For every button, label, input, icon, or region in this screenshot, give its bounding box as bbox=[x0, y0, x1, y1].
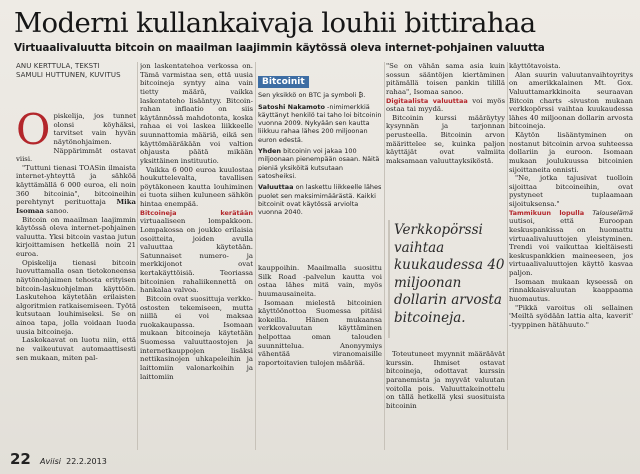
pull-quote: Verkkopörssi vaihtaa kuukaudessa 40 miljoonan dollarin arvosta bitcoineja. bbox=[394, 222, 505, 326]
paragraph: Bitcoin on maailman laajimmin käytössä oleva internet-pohjainen valuutta. Yksi bitcoin vastaa jutun kirjoittamisen hetkellä noin 21 euroa. bbox=[16, 215, 136, 258]
paragraph: Opiskelija, jos tunnet olonsi köyhäksi, tarvitset vain hyvän näytönohjaimen. Näppärimmät ostavat viisi. bbox=[16, 112, 136, 164]
section-lead: Tammikuun lopulla bbox=[509, 208, 585, 217]
byline-illustration-author: SAMULI HUTTUNEN, KUVITUS bbox=[16, 71, 121, 79]
paragraph: Bitcoin ovat suosittuja verkko-ostosten tekemiseen, mutta niillä ei voi maksaa ruokakaupassa. Isomaan mukaan bitcoineja käytetään Suomessa valuuttaostojen ja internetkauppojen lisäksi nettikasinojen uhkapeleihin ja laittomiin valonarkoihin ja laittomiin bbox=[140, 294, 253, 381]
section-lead: Bitcoineja kerätään bbox=[140, 208, 253, 217]
paragraph: "Pikkä varoitus oli sellainen 'Meiltä syödään lattia alta, kaverit' -tyyppinen hätähuuto." bbox=[509, 303, 633, 329]
info-box bbox=[258, 76, 382, 258]
page-number: 22 bbox=[10, 450, 31, 468]
info-box-item: Satoshi Nakamoto -nimimerkkiä käyttänyt henkilö tai taho loi bitcoinin vuonna 2009. Nykyään sen kautta liikkuu rahaa lähes 200 miljoonan euron edestä. bbox=[258, 102, 382, 144]
byline-text-author: ANU KERTTULA, TEKSTI bbox=[16, 62, 100, 70]
paragraph: Digitaalista valuuttaa voi myös ostaa tai myydä. bbox=[386, 96, 505, 114]
article-column-4 bbox=[386, 62, 505, 220]
paragraph: Bitcoineja kerätään virtuaaliseen lompakkoon. Lompakossa on joukko erilaisia osoitteita, joiden avulla valuuttaa käytetään. Satunnaiset numero- ja merkkijonot ovat kertakäyttöisiä. Teoriassa bitcoinien rahaliikennettä on hankalaa valvoa. bbox=[140, 208, 253, 295]
column-divider bbox=[137, 62, 138, 450]
article-column-3 bbox=[258, 264, 382, 452]
paragraph: Käytön lisääntyminen on nostanut bitcoinin arvoa suhteessa dollariin ja euroon. Isomaan mukaan joulukuussa bitcoinien sijoittaneita onnisti. bbox=[509, 131, 633, 174]
issue-date: 22.2.2013 bbox=[66, 457, 107, 466]
paragraph: "Ne, jotka tajusivat tuolloin sijoittaa bitcoineihin, ovat pystyneet tuplaamaan sijoituksensa." bbox=[509, 174, 633, 208]
page-footer bbox=[10, 449, 107, 468]
paragraph: Laskokaavat on luotu niin, että ne vaikeutuvat automaattisesti sen mukaan, miten pal- bbox=[16, 336, 136, 362]
column-divider bbox=[384, 62, 385, 450]
article-column-4-continued bbox=[386, 350, 505, 452]
paragraph: Alan suurin valuutanvaihtoyritys on amerikkalainen Mt. Gox. Valuuttamarkkinoita seuraavan Bitcoin charts -sivuston mukaan verkkopörssi vaihtaa kuukaudessa lähes 40 miljoonan dollarin arvosta bitcoineja. bbox=[509, 70, 633, 131]
info-box-title: Bitcoinit bbox=[258, 76, 309, 88]
subhead: Virtuaalivaluutta bitcoin on maailman laajimmin käytössä oleva internet-pohjainen valuutta bbox=[14, 42, 545, 54]
info-box-item: Yhden bitcoinin voi jakaa 100 miljoonaan pienempään osaan. Näitä pieniä yksiköitä kutsutaan satosheiksi. bbox=[258, 147, 380, 180]
paragraph: Isomaan mielestä bitcoinien käyttöönottoa Suomessa pitäisi kokeilla. Hänen mukaansa verkkovaluutan käyttäminen helpottaa oman talouden suunnittelua. Anonyymiys vähentää viranomaisille raportoitavien tulojen määrää. bbox=[258, 298, 382, 367]
info-box-item: Valuuttaa on laskettu liikkeelle lähes puolet sen maksimimäärästä. Kaikki bitcoinit ovat käytössä arviolta vuonna 2040. bbox=[258, 183, 382, 217]
paragraph: Tammikuun lopulla Talouselämä uutisoi, että Euroopan keskuspankissa on huomattu virtuaalivaluuttojen yleistyminen. Trendi voi vaikuttaa kieltäisesti keskuspankkien maineeseen, jos virtuaalivaluuttojen käyttö kasvaa paljon. bbox=[509, 208, 633, 277]
headline: Moderni kullankaivaja louhii bittirahaa bbox=[14, 7, 536, 39]
column-divider bbox=[507, 62, 508, 450]
section-lead: Digitaalista valuuttaa bbox=[386, 96, 468, 105]
paragraph: kauppoihin. Maailmalla suosittu Silk Road -palvelun kautta voi ostaa lähes mitä vain, myös huumausaineita. bbox=[258, 264, 382, 298]
publication-name: Aviisi bbox=[39, 457, 62, 466]
paragraph: Toteutuneet myynnit määräävät kurssin. Ihmiset ostavat bitcoineja, odottavat kurssin paranemista ja myyvät valuutan voitolla pois. Valuuttakeinottelu on tällä hetkellä yksi suosituista bitcoinin bbox=[386, 350, 505, 410]
paragraph: Opiskelija tienasi bitcoin luovuttamalla osan tietokoneensa näytönohjaimen tehosta erityisen bitcoin-laskuohjelman käyttöön. Laskutehoa käytetään erilaisten algoritmien ratkaisemiseen. Työtä kutsutaan louhimiseksi. Se on ainoa tapa, jolla voidaan luoda uusia bitcoineja. bbox=[16, 258, 136, 336]
article-column-5 bbox=[509, 62, 633, 454]
paragraph: Isomaan mukaan kyseessä on rinnakkaisvaluutan kaappaama huomautus. bbox=[509, 277, 633, 303]
article-column-2 bbox=[140, 62, 253, 454]
person-name: Mika Isomaa bbox=[16, 198, 136, 215]
byline bbox=[16, 62, 136, 80]
paragraph: "Tuttuni tienasi TOASin ilmaista internet-yhteyttä ja sähköä käyttämällä 6 000 euroa, eli noin 360 bitcoinia", bitcoineihin perehtynyt perituottaja Mika Isomaa sanoo. bbox=[16, 163, 136, 215]
drop-cap: O bbox=[16, 112, 51, 154]
column-divider bbox=[255, 62, 256, 450]
publication-name: Talouselämä bbox=[584, 208, 633, 217]
paragraph: jon laskentatehoa verkossa on. Tämä varmistaa sen, että uusia bitcoineja syntyy aina vain tietty määrä, vaikka laskentateho lisääntyy. Bitcoin-rahan inflaatio on siis käytännössä mahdotonta, koska rahaa ei voi laskea liikkeelle suunnattomia määriä, eikä sen käyttömääräkään voi valtion ohjausta päätä mikään yksittäinen instituutio. bbox=[140, 62, 253, 165]
info-box-item: Sen yksikkö on BTC ja symboli ₿. bbox=[258, 91, 366, 100]
paragraph: käyttötavoista. bbox=[509, 62, 561, 70]
paragraph: Vaikka 6 000 euroa kuulostaa houkuttelevalta, tavallisen pöytäkoneen kautta louhiminen ei tuota siihen kuluneen sähkön hintaa enempää. bbox=[140, 165, 253, 208]
paragraph: "Se on vähän sama asia kuin sossun sääntöjen kiertäminen pitämällä toisen pankin tilillä rahaa", Isomaa sanoo. bbox=[386, 62, 505, 96]
paragraph: Bitcoinin kurssi määräytyy kysynnän ja tarjonnan perusteella. Bitcoinin arvon määrittelee se, kuinka paljon käyttäjät ovat valmiita maksamaan valuuttayksiköstä. bbox=[386, 113, 505, 165]
article-column-1 bbox=[16, 112, 136, 454]
